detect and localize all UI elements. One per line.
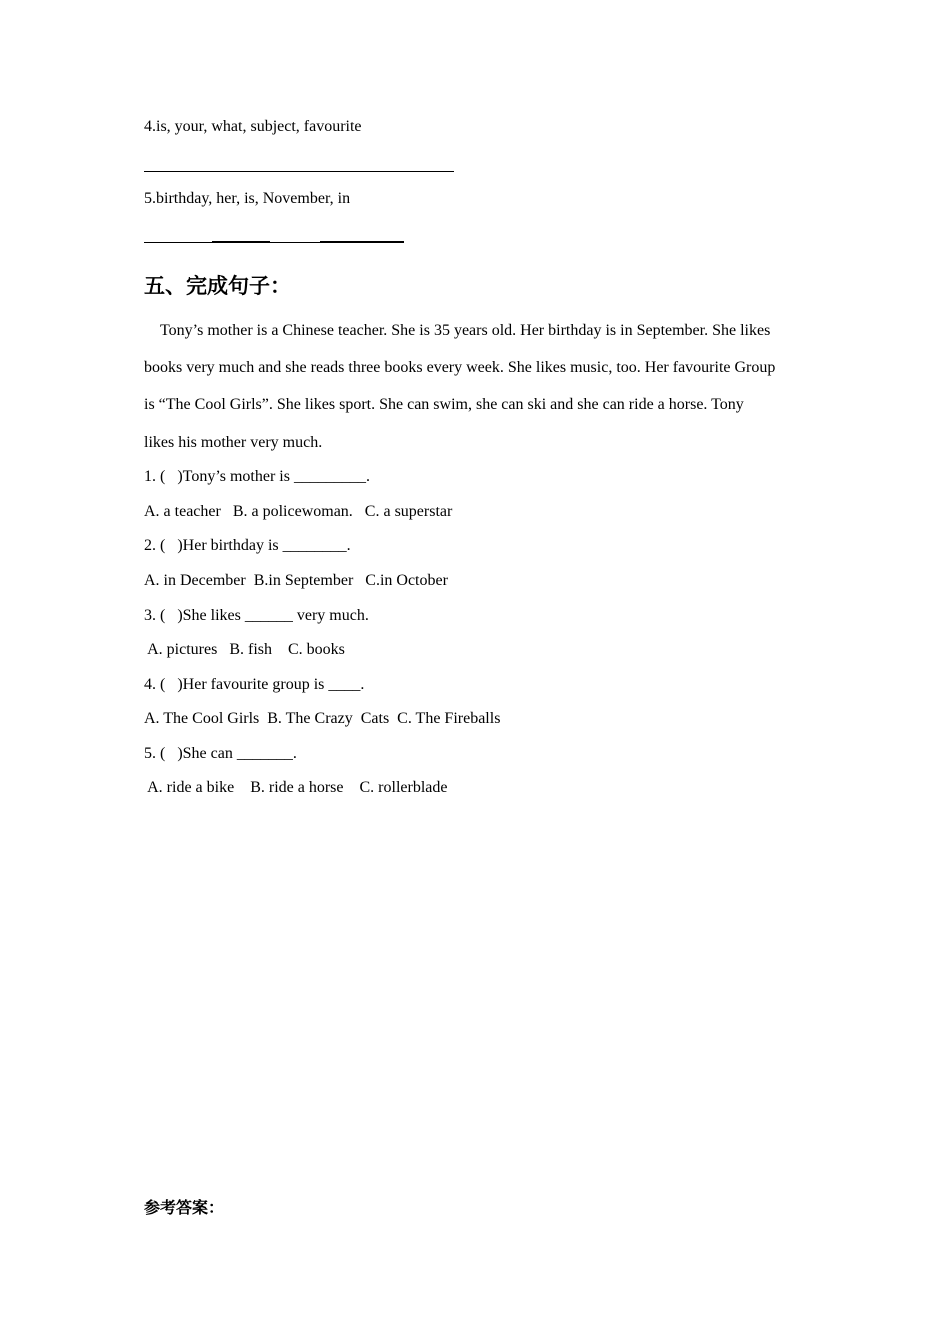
question-5: 5. ( )She can _______. — [144, 745, 297, 762]
question-4-options: A. The Cool Girls B. The Crazy Cats C. The Fireballs — [144, 710, 501, 727]
answer-line-5b — [212, 241, 270, 243]
question-1: 1. ( )Tony’s mother is _________. — [144, 468, 370, 485]
question-2-options: A. in December B.in September C.in October — [144, 572, 448, 589]
question-4: 4. ( )Her favourite group is ____. — [144, 676, 365, 693]
question-3: 3. ( )She likes ______ very much. — [144, 607, 369, 624]
question-5-options: A. ride a bike B. ride a horse C. rollerblade — [144, 779, 448, 796]
question-5-words: 5.birthday, her, is, November, in — [144, 190, 351, 207]
question-3-options: A. pictures B. fish C. books — [144, 641, 345, 658]
answers-label: 参考答案： — [144, 1198, 225, 1217]
answer-line-4 — [144, 171, 454, 172]
passage-line-2: books very much and she reads three books every week. She likes music, too. Her favourite Group — [144, 359, 776, 376]
answer-line-5c — [320, 241, 404, 243]
section-heading: 五、完成句子： — [144, 274, 291, 298]
passage-line-1: Tony’s mother is a Chinese teacher. She is 35 years old. Her birthday is in September. She likes — [160, 322, 771, 339]
question-1-options: A. a teacher B. a policewoman. C. a superstar — [144, 503, 453, 520]
question-2: 2. ( )Her birthday is ________. — [144, 537, 351, 554]
question-4-words: 4.is, your, what, subject, favourite — [144, 118, 362, 135]
passage-line-3: is “The Cool Girls”. She likes sport. She can swim, she can ski and she can ride a horse. Tony — [144, 396, 744, 413]
passage-line-4: likes his mother very much. — [144, 434, 323, 451]
